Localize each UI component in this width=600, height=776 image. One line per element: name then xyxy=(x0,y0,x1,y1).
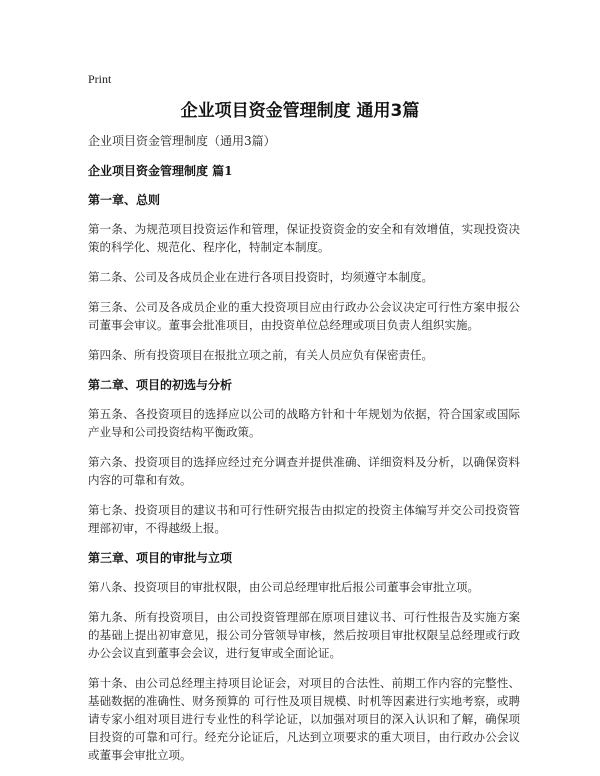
paragraph: 第一条、为规范项目投资运作和管理，保证投资资金的安全和有效增值，实现投资决策的科学化、规范化、程序化，特制定本制度。 xyxy=(88,222,520,254)
paragraph: 第二条、公司及各成员企业在进行各项目投资时，均须遵守本制度。 xyxy=(88,270,433,284)
document-body xyxy=(88,132,520,776)
paragraph: 第四条、所有投资项目在报批立项之前，有关人员应负有保密责任。 xyxy=(88,348,433,362)
paragraph: 第五条、各投资项目的选择应以公司的战略方针和十年规划为依据，符合国家或国际产业导和公司投资结构平衡政策。 xyxy=(88,407,520,439)
part-heading: 企业项目资金管理制度 篇1 xyxy=(88,164,233,178)
document-title: 企业项目资金管理制度 通用3篇 xyxy=(180,101,420,121)
paragraph: 第八条、投资项目的审批权限，由公司总经理审批后报公司董事会审批立项。 xyxy=(88,580,479,594)
chapter-heading: 第二章、项目的初选与分析 xyxy=(88,378,233,392)
document-subtitle: 企业项目资金管理制度（通用3篇） xyxy=(88,134,276,148)
paragraph: 第六条、投资项目的选择应经过充分调查并提供准确、详细资料及分析，以确保资料内容的可靠和有效。 xyxy=(88,455,520,487)
print-label: Print xyxy=(88,72,112,86)
paragraph: 第七条、投资项目的建议书和可行性研究报告由拟定的投资主体编写并交公司投资管理部初审，不得越级上报。 xyxy=(88,503,520,535)
chapter-heading: 第一章、总则 xyxy=(88,193,161,207)
paragraph: 第九条、所有投资项目，由公司投资管理部在原项目建议书、可行性报告及实施方案的基础上提出初审意见，报公司分管领导审核，然后按项目审批权限呈总经理或行政办公会议直到董事会会议，进行复审或全面论证。 xyxy=(88,610,520,660)
paragraph: 第三条、公司及各成员企业的重大投资项目应由行政办公会议决定可行性方案申报公司董事会审议。董事会批准项目，由投资单位总经理或项目负责人组织实施。 xyxy=(88,300,520,332)
paragraph: 第十条、由公司总经理主持项目论证会，对项目的合法性、前期工作内容的完整性、基础数据的准确性、财务预算的 可行性及项目规模、时机等因素进行实地考察，或聘请专家小组对项目进行专业性的科学论证，以加强对项目的深入认识和了解，确保项目投资的可靠和可行。经充分论证后，凡达到立项要求的重大项目，由行政办公会议或董事会审批立项。 xyxy=(88,676,520,762)
chapter-heading: 第三章、项目的审批与立项 xyxy=(88,551,233,565)
